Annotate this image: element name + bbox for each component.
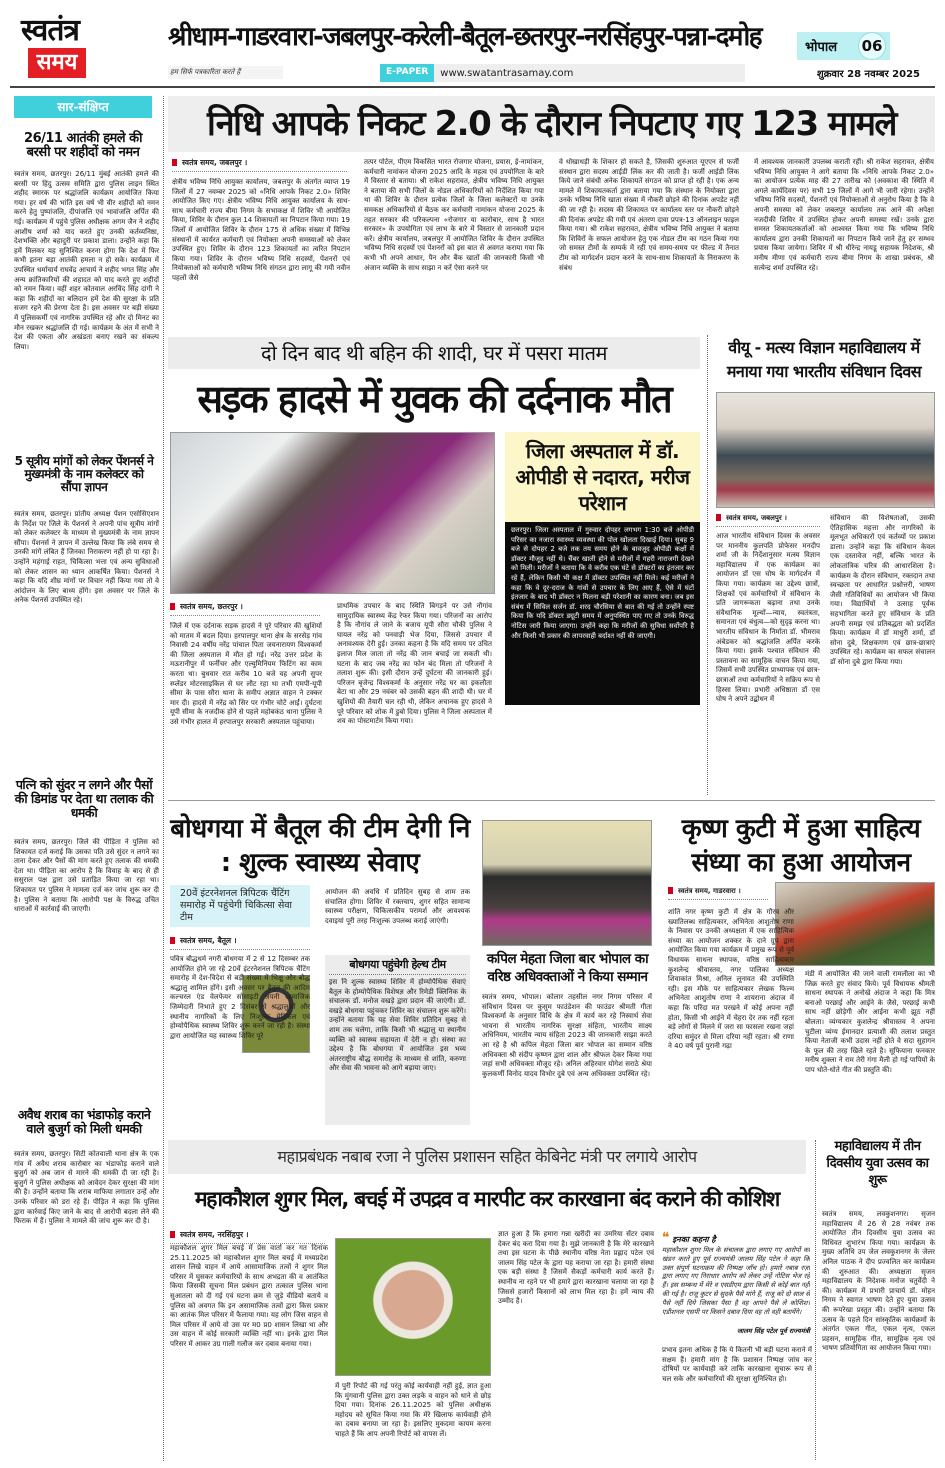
masthead-rule	[10, 86, 935, 88]
accident-kicker-box	[168, 337, 700, 369]
hospital-body: छतरपुर। जिला अस्पताल में गुरुवार दोपहर लगभग 1:30 बजे ओपीडी परिसर का नजारा स्वास्थ्य व्यवस्था की पोल खोलता दिखाई दिया। सुबह 9 बजे से दोपहर 2 बजे तक तय समय होने के बावजूद ओपीडी कक्षों में डॉक्टर मौजूद नहीं थे। चैंबर खाली होने से मरीजों में गहरी नाराजगी देखने को मिली। मरीजों ने बताया कि वे करीब एक घंटे से डॉक्टरों का इंतजार कर रहे हैं, लेकिन किसी भी कक्ष में डॉक्टर उपस्थित नहीं मिले। कई मरीजों ने कहा कि वे दूर-दराज के गांवों से उपचार के लिए आए हैं, ऐसे में घंटों इंतजार के बाद भी डॉक्टर न मिलना बड़ी परेशानी का कारण बना। जब इस संबंध में सिविल सर्जन डॉ. शरद चौरसिया से बात की गई तो उन्होंने स्पष्ट किया कि यदि डॉक्टर ड्यूटी समय में अनुपस्थित पाए गए तो उनके विरुद्ध नोटिस जारी किया जाएगा। उन्होंने कहा कि मरीजों की सुविधा सर्वोपरि है और किसी भी प्रकार की लापरवाही बर्दाश्त नहीं की जाएगी।	[505, 522, 700, 705]
quote-box	[662, 1230, 810, 1342]
epaper-bar	[380, 64, 745, 82]
lead-col-4: में आवश्यक जानकारी उपलब्ध कराती रहीं। श्री राकेश सहरावत, क्षेत्रीय भविष्य निधि आयुक्त ने आगे बताया कि «निधि आपके निकट 2.0» का आयोजन प्रत्येक माह की 27 तारीख को (अवकाश की स्थिति में अगले कार्यदिवस पर) सभी 19 जिलों में आगे भी जारी रहेगा। उन्होंने भविष्य निधि सदस्यों, पेंशनरों एवं नियोक्ताओं से अनुरोध किया है कि वे अपनी समस्या को लेकर जबलपुर कार्यालय तक आने की अपेक्षा नजदीकी शिविर में उपस्थित होकर अपनी समस्या रखें। उनके द्वारा समस्त शिकायतकर्ताओं को आश्वस्त किया गया कि भविष्य निधि कार्यालय द्वारा उनकी शिकायतों का निपटान किये जाने हेतु हर सम्भव प्रयास किया जायेगा। शिविर में श्री धीरेन्द्र नायडू सहायक निदेशक, श्री मनीष मीणा एवं कर्मचारी राज्य बीमा निगम के शाखा प्रबंधक, श्री सत्येन्द्र शर्मा उपस्थित रहे।	[754, 158, 934, 272]
bodhgaya-headline: बोधगया में बैतूल की टीम देगी नि : शुल्क स्वास्थ्य सेवाए	[170, 814, 470, 878]
yuva-divider	[815, 1140, 816, 1460]
sugar-kicker: महाप्रबंधक नबाब रजा ने पुलिस प्रशासन सहित केबिनेट मंत्री पर लगाये आरोप	[277, 1147, 697, 1166]
lead-col-2: तत्पर पोर्टल, पीएम विकसित भारत रोजगार योजना, प्रयास, ई-नामांकन, कर्मचारी नामांकन योजना 2025 आदि के महत्व एवं उपयोगिता के बारे में विस्तार से बताया। श्री राकेश सहरावत, क्षेत्रीय भविष्य निधि आयुक्त ने बताया की सभी जिलों के नोडल अधिकारियों को निर्देशित किया गया था की शिविर के दौरान प्रत्येक जिलों के जिला कलेक्टरों या उनके समकक्ष अधिकारियों से बैठक कर कर्मचारी नामांकन योजना 2025 के तहत सरकार की परिकल्पना «रोजगार या कारोबार, साथ है भारत सरकार» के उपयोगिता एवं लाभ के बारे में विस्तार से जानकारी प्रदान करें। क्षेत्रीय कार्यालय, जबलपुर में आयोजित शिविर के दौरान उपस्थित भविष्य निधि सदस्यों एवं पेंशनरों को इस बात से अवगत कराया गया कि कभी भी अपने आधार, पैन और बैंक खातों की जानकारी किसी भी अंजान व्यक्ति के साथ साझा न करें ऐसा करने पर	[364, 158, 544, 272]
mill-manager-photo	[335, 1238, 491, 1376]
kapil-headline: कपिल मेहता जिला बार भोपाल का वरिष्ठ अधिवक्ताओं ने किया सम्मान	[486, 951, 649, 985]
sidebar-divider	[163, 96, 164, 1461]
krishna-photo	[775, 882, 935, 966]
tagline: हम सिर्फ पत्रकारिता करते हैं	[168, 66, 283, 79]
sidebar-headline-1: 26/11 आतंकी हमले की बरसी पर शहीदों को नमन	[24, 131, 142, 161]
yuva-body: स्वतंत्र समय, लवकुशनगर। सृजन महाविद्यालय में 26 से 28 नवंबर तक आयोजित तीन दिवसीय युवा उत्सव का विधिवत शुभारंभ किया गया। कार्यक्रम के मुख्य अतिथि उप जेल लवकुशनगर के जेलर अनिल पाठक ने दीप प्रज्वलित कर कार्यक्रम की शुरुआत की। अध्यक्षता सृजन महाविद्यालय के निदेशक मनोज चतुर्वेदी ने की। कार्यक्रम में प्रभारी प्राचार्य डॉ. मोहन निगम ने स्वागत भाषण देते हुए युवा उत्सव की रूपरेखा प्रस्तुत की। उन्होंने बताया कि उत्सव के पहले दिन सांस्कृतिक कार्यक्रमों के अंतर्गत एकल गीत, एकल नृत्य, एकल प्रहसन, सामूहिक गीत, सामूहिक नृत्य एवं भाषण प्रतियोगिता का आयोजन किया गया।	[822, 1210, 935, 1353]
sugar-byline: स्वतंत्र समय, नरसिंहपुर ।	[170, 1230, 325, 1244]
logo-top: स्वतंत्र	[20, 13, 79, 48]
quote-body: महाकौशल शुगर मिल के संचालक द्वारा लगाए गए आरोपों का खंडन करते हुए पूर्व राज्यमंत्री जालम सिंह पटेल ने कहा कि उक्त संपूर्ण घटनाक्रम की निष्पक्ष जाँच हो। हमारे नबाब रज़ा द्वारा लगाए गए निराधार आरोप को लेकर उन्हें नोटिस भेज रहे हैं। इस सम्बन्ध में मेरे व एसडीएम द्वारा किसी से कोई बात नहीं की गई है। राजू कुटर से सुदके पैसे मांगे हैं, राजू को दो साल से पैसे नहीं दिये जिसका पैसा है वह आपने पैसे ले कोशिश। एडीशनल एसपी पर किसने दबाव दिया वह तो वही बतायेंगे।	[662, 1246, 810, 1316]
bodhgaya-subhead: 20वें इंटरनेशनल त्रिपिटक चैंटिंग समारोह में पहुंचेगी चिकित्सा सेवा टीम	[170, 885, 310, 927]
bodhgaya-box	[325, 955, 470, 1125]
lead-headline: निधि आपके निकट 2.0 के दौरान निपटाए गए 123 मामले	[207, 104, 896, 144]
lead-col-3: वे धोखाधड़ी के शिकार हो सकते है, जिसकी शुरुआत यूएएन से फर्जी संस्थान द्वारा सदस्य आईडी लिंक कर की जाती है। फर्जी आईडी लिंक किये जाने संबंधी अनेक शिकायतें संगठन को प्राप्त हो रही है। एक अन्य मामले में शिकायतकर्ता द्वारा बताया गया कि संस्थान के नियोक्ता द्वारा उनके भविष्य निधि खाता संख्या में नौकरी छोड़ने की दिनांक अपडेट नहीं की जा रही है। सदस्य की शिकायत पर कार्यालय स्तर पर नौकरी छोड़ने की दिनांक अपडेट की गयी एवं अंतरण दावा प्रपत्र-13 ऑनलाइन फाइल किया गया। श्री राकेश सहरावत, क्षेत्रीय भविष्य निधि आयुक्त ने बताया कि शिविरों के सफल आयोजन हेतु एक नोडल टीम का गठन किया गया जो समस्त टीमों के सम्पर्क में रही एवं समय-समय पर फील्ड में तैनात टीम को मार्गदर्शन प्रदान करने के साथ-साथ शिकायतों के निराकरण के संबंध	[559, 158, 739, 272]
quote-mark-icon: ❝	[662, 1230, 670, 1246]
accident-headline: सड़क हादसे में युवक की दर्दनाक मौत	[197, 377, 671, 421]
sugar-kicker-box	[168, 1140, 806, 1174]
lead-byline: स्वतंत्र समय, जबलपुर ।	[172, 158, 347, 172]
krishna-col-2: मंडी में आयोजित की जाने वाली रामलीला का भी जिक्र करते हुए संवाद किये। पूर्व विधायक श्रीमती साधना स्थापक ने अनोखे अंदाज ने कहा कि मित्र बनाओ परछाई और आईने के जैसे, परछाई कभी साथ नहीं छोड़ेगी और आईना कभी झूठ नहीं बोलता। व्यंग्यकार कुशलेन्द्र श्रीवास्तव ने अपना चुटीला व्यंग्य ईमानदार प्रत्याशी की तलाश प्रस्तुत किया नेताजी कभी उदास नहीं होते वे सदा सुहागन के फूल की तरह खिले रहते है। सूफियाना फनकार मनीष शुक्ला ने राम तेरी गंगा मैली हो गई पापियों के पाप धोते-धोते गीत की प्रस्तुति की।	[805, 970, 935, 1074]
accident-photo	[170, 432, 495, 594]
logo-bottom: समय	[28, 48, 86, 78]
epaper-badge[interactable]: E-PAPER	[380, 64, 434, 82]
sugar-col-3: ज्ञात हुआ है कि हमारा गन्ना खरीदी का उमरिया सेंटर दबाव देकर बंद करा दिया गया है। मुझे जानकारी है कि मेरे कारखाने तथा इस घटना के पीछे स्थानीय वरिष्ठ नेता प्रह्लाद पटेल एवं जालम सिंह पटेल के द्वारा यह कराया जा रहा है। हमारी संस्था एक बड़ी संस्था है जिसमें सैकड़ों कर्मचारी कार्य करते हैं। स्थानीय ना रहने पर भी हमारे द्वारा कारखाना चलाया जा रहा है जिससे हजारों किसानों को लाभ मिल रहा है। हमें न्याय की उम्मीद है।	[498, 1230, 654, 1306]
lead-col-1: क्षेत्रीय भविष्य निधि आयुक्त कार्यालय, जबलपुर के अंतर्गत व्याप्त 19 जिलों में 27 नवम्बर 2025 को «निधि आपके निकट 2.0» शिविर आयोजित किए गए। क्षेत्रीय भविष्य निधि आयुक्त कार्यालय के साथ-साथ कर्मचारी राज्य बीमा निगम के सभाकक्ष में शिविर भी आयोजित किया, शिविर के दौरान कुल 14 शिकायतों का निपटान किया गया। 19 जिलों में आयोजित शिविर के दौरान 175 से अधिक संख्या में विभिन्न संस्थानों में कार्यरत कर्मचारी एवं नियोक्ता अपनी समस्याओं को लेकर उपस्थित हुए। शिविर के दौरान 123 शिकायतों का त्वरित निपटान किया गया। शिविर के दौरान भविष्य निधि सदस्यों, पेंशनरों एवं नियोक्ताओं को कर्मचारी भविष्य निधि संगठन द्वारा लागू की गयी नवीन पहलों जैसे	[172, 178, 350, 282]
sidebar-headline-2: 5 सूत्रीय मांगों को लेकर पेंशनर्स ने मुख्यमंत्री के नाम कलेक्टर को सौंपा ज्ञापन	[14, 454, 154, 495]
quote-title-text: इनका कहना है	[672, 1235, 716, 1244]
bodhgaya-body-text: पवित्र बौद्धधर्म नगरी बोधगया में 2 से 12 दिसम्बर तक आयोजित होने जा रहे 20वें इंटरनेशनल त्रिपिटक चैंटिंग समारोह में देश-विदेश से बड़ी संख्या में भिक्षु और बौद्ध श्रद्धालु शामिल होंगे। इसी अवसर पर बैतूल की आदिम कल्चरल एंड वेलफेयर सोसाइटी अपनी सामाजिक जिम्मेदारी निभाते हुए 2 दिसंबर से श्रद्धालुओं और स्थानीय नागरिकों के लिए निःशुल्क मेडिकल एवं होम्योपैथिक स्वास्थ्य शिविर शुरू करने जा रही है। संस्था द्वारा आयोजित यह स्वास्थ्य शिविर पूरे	[170, 955, 310, 1040]
sugar-col-2: में पुरी रिपोर्ट की गई परंतु कोई कार्यवाही नहीं हुई, ज्ञात हुआ कि मुंगवानी पुलिस द्वारा उक्त लड़के व वाहन को थाने से छोड़ दिया गया। दिनांक 26.11.2025 को पुलिस अधीक्षक महोदय को सूचित किया गया कि मेरे खिलाफ कार्यवाही होने का दबाव बनाया जा रहा है। इसलिए मुकदमा कायम करना चाहते हैं कि आप अपनी रिपोर्ट को वापस लें।	[335, 1382, 491, 1438]
sugar-col-4: प्रभाव इतना अधिक है कि ये कितनी भी बड़ी घटना कराने में सक्षम हैं। हमारी मांग है कि प्रशासन निष्पक्ष जांच कर दोषियों पर कार्यवाही करे ताकि कारखाना सुचारू रूप से चल सके और कर्मचारियों की सुरक्षा सुनिश्चित हो।	[662, 1346, 812, 1383]
vu-col-2: संविधान की विशेषताओं, उसकी ऐतिहासिक महत्ता और नागरिकों के मूलभूत अधिकारों एवं कर्तव्यों पर प्रकाश डाला। उन्होंने कहा कि संविधान केवल एक दस्तावेज नहीं, बल्कि भारत के लोकतांत्रिक चरित्र की आधारशिला है। कार्यक्रम के दौरान संविधान, रक्तदान तथा स्वच्छता पर आधारित प्रश्नोत्तरी, भाषण जैसी गतिविधियों का आयोजन भी किया गया। विद्यार्थियों ने उत्साह पूर्वक सहभागिता करते हुए संविधान के प्रति अपनी समझ एवं प्रतिबद्धता को प्रदर्शित किया। कार्यक्रम में डॉ माधुरी शर्मा, डॉ सोना दुबे, शिक्षकगण एवं छात्र-छात्राएं उपस्थित रहे। कार्यक्रम का सफल संचालन डॉ सोना दुबे द्वारा किया गया।	[830, 514, 935, 666]
page-number: 06	[858, 32, 886, 60]
vu-col-1: आज भारतीय संविधान दिवस के अवसर पर माननीय कुलपति प्रोफेसर मनदीप शर्मा जी के निर्देशानुसार मत्स्य विज्ञान महाविद्यालय में एक कार्यक्रम का आयोजन डॉ एस घोष के मार्गदर्शन में किया गया। कार्यक्रम का उद्देश्य छात्रों, शिक्षकों एवं कर्मचारियों में संविधान के प्रति जागरूकता बढ़ाना तथा उनके संवैधानिक मूल्यों—न्याय, स्वतंत्रता, समानता एवं बंधुत्व—को सुदृढ़ करना था। भारतीय संविधान के निर्माता डॉ. भीमराव अंबेडकर को श्रद्धांजलि अर्पित करके किया गया। इसके पश्चात संविधान की प्रस्तावना का सामूहिक वाचन किया गया, जिसमें सभी उपस्थित प्राध्यापक एवं छात्र-छात्राओं तथा कर्मचारियों ने सक्रिय रूप से हिस्सा लिया। प्रभारी अधिष्ठाता डॉ एस घोष ने अपने उद्बोधन में	[716, 532, 820, 704]
hospital-headline-box	[505, 432, 700, 522]
issue-date: शुक्रवार 28 नवम्बर 2025	[816, 69, 920, 80]
sidebar-body-4: स्वतंत्र समय, छतरपुर। सिटी कोतवाली थाना क्षेत्र के एक गांव में अवैध शराब कारोबार का भंडाफोड़ कराने वाले बुजुर्ग को अब जान से मारने की धमकी दी जा रही है। बुजुर्ग ने पुलिस अधीक्षक को आवेदन देकर सुरक्षा की मांग की है। उन्होंने बताया कि शराब माफिया लगातार उन्हें और उनके परिवार को डरा रहे हैं। पीड़ित ने कहा कि पुलिस द्वारा कार्रवाई किए जाने के बाद से आरोपी बदला लेने की फिराक में हैं। पुलिस ने मामले की जांच शुरू कर दी है।	[14, 1150, 159, 1226]
right-divider	[707, 335, 708, 795]
bodhgaya-byline: स्वतंत्र समय, बैतूल ।	[170, 936, 310, 950]
sidebar-body-1: स्वतंत्र समय, छतरपुर। 26/11 मुंबई आतंकी हमले की बरसी पर हिंदु उत्सव समिति द्वारा पुलिस लाइन स्थित शहीद स्मारक पर श्रद्धांजलि कार्यक्रम आयोजित किया गया। हर वर्ष की भांति इस वर्ष भी वीर शहीदों को नमन करने हेतु पुष्पांजलि, दीपांजलि एवं भावांजलि अर्पित की गई। कार्यक्रम में पहुंचे पुलिस अधीक्षक अगम जैन ने शहीद आशीष शर्मा को याद करते हुए उनकी कर्तव्यनिष्ठा, देशभक्ति और बहादुरी पर प्रकाश डाला। उन्होंने कहा कि हमें मिलकर यह सुनिश्चित करना होगा कि देश में फिर कभी इतना बड़ा आतंकी हमला न हो सके। कार्यक्रम में उपस्थित धर्माचार्य राघवेंद्र आचार्य ने शहीद भगत सिंह और अन्य क्रांतिकारियों की शहादत को याद करते हुए शहीदों को नमन किया। वहीं शहर कोतवाल अरविंद सिंह दांगी ने कहा कि शहीदों का बलिदान हमें देश की सुरक्षा के प्रति सजग रहने की प्रेरणा देता है। इस अवसर पर बड़ी संख्या में पुलिसकर्मी एवं नागरिक उपस्थित रहे और दो मिनट का मौन रखकर श्रद्धांजलि दी गई। कार्यक्रम के अंत में सभी ने देश की एकता और अखंडता बनाए रखने का संकल्प लिया।	[14, 170, 159, 351]
website-url[interactable]: www.swatantrasamay.com	[440, 67, 574, 79]
bodhgaya-body	[170, 955, 310, 1125]
sugar-headline: महाकौशल शुगर मिल, बचई में उपद्रव व मारपीट कर कारखाना बंद कराने की कोशिश	[194, 1187, 780, 1211]
edition-badge	[797, 32, 890, 60]
sidebar-body-2: स्वतंत्र समय, छतरपुर। प्रांतीय अध्यक्ष पेंशन एसोसिएशन के निर्देश पर जिले के पेंशनर्स ने अपनी पांच सूत्रीय मांगों को लेकर कलेक्टर के माध्यम से मुख्यमंत्री के नाम ज्ञापन सौंपा। पेंशनर्स ने ज्ञापन में उल्लेख किया कि लंबे समय से उनकी मांगें लंबित हैं जिनका निराकरण नहीं हो पा रहा है। उन्होंने महंगाई राहत, चिकित्सा भत्ता एवं अन्य सुविधाओं को लेकर शासन का ध्यान आकर्षित किया। पेंशनर्स ने कहा कि यदि शीघ्र मांगों पर विचार नहीं किया गया तो वे आंदोलन के लिए बाध्य होंगे। इस अवसर पर जिले के अनेक पेंशनर्स उपस्थित रहे।	[14, 510, 159, 605]
yuva-headline: महाविद्यालय में तीन दिवसीय युवा उत्सव का शुरू	[826, 1139, 929, 1188]
bodhgaya-box-title: बोधगया पहुंचेगी हेल्थ टीम	[329, 959, 466, 975]
section-rule	[168, 800, 935, 801]
edition-name: भोपाल	[805, 40, 838, 55]
vu-photo	[716, 392, 935, 508]
lead-headline-box	[168, 96, 935, 152]
vu-headline: वीयू - मत्स्य विज्ञान महाविद्यालय में मनाया गया भारतीय संविधान दिवस	[726, 338, 922, 381]
sidebar-body-3: स्वतंत्र समय, छतरपुर। जिले की पीड़िता ने पुलिस को शिकायत दर्ज कराई कि उसका पति उसे सुंदर न लगने का ताना देकर और पैसों की मांग करते हुए तलाक की धमकी देता था। पीड़िता का आरोप है कि विवाह के बाद से ही ससुराल पक्ष द्वारा उसे प्रताड़ित किया जा रहा था। शिकायत पर पुलिस ने मामला दर्ज कर जांच शुरू कर दी है। पुलिस ने बताया कि आरोपी पक्ष के विरुद्ध उचित धाराओं में कार्रवाई की जाएगी।	[14, 838, 159, 914]
krishna-headline: कृष्ण कुटी में हुआ साहित्य संध्या का हुआ आयोजन	[681, 814, 921, 878]
accident-byline: स्वतंत्र समय, छतरपुर ।	[170, 602, 320, 616]
sidebar-headline-4: अवैध शराब का भंडाफोड़ कराने वाले बुजुर्ग को मिली धमकी	[17, 1107, 151, 1136]
masthead-cities: श्रीधाम-गाडरवारा-जबलपुर-करेली-बैतूल-छतरपुर-नरसिंहपुर-पन्ना-दमोह	[168, 22, 762, 52]
accident-kicker: दो दिन बाद थी बहिन की शादी, घर में पसरा मातम	[261, 341, 607, 365]
quote-title	[662, 1230, 810, 1246]
krishna-col-1: शांति नगर कृष्ण कुटी में क्षेत्र के गौरव और ख्यातिलब्ध साहित्यकार, अभिनेता आशुतोष राणा के निवास पर उनकी अध्यक्षता में एक साहित्यिक संध्या का आयोजन शक्कर के दाने ग्रुप द्वारा आयोजित किया गया कार्यक्रम में प्रमुख रूप से पूर्व विधायक साधना स्थापक, वरिष्ठ साहित्यकार कुशलेन्द्र श्रीवास्तव, नगर पालिका अध्यक्ष शिवाकांत मिश्रा, अनिल लूनावत की उपस्थिति रही। इस मौके पर साहित्यकार लेखक फिल्म अभिनेता आशुतोष राणा ने शायराना अंदाज में कहा कि परिंदा मत परखने में कोई अपना नहीं होता, किसी भी आईने में चेहरा देर तक नहीं रहता बड़े लोगों से मिलने में जरा सा फासला रखना जहां दरिया समुंदर से मिला दरिया नहीं रहता। श्री राणा ने 40 वर्ष पूर्व पुरानी गढ़ा	[668, 908, 794, 1051]
accident-col-2: प्राथमिक उपचार के बाद स्थिति बिगड़ने पर उसे नौगांव सामुदायिक स्वास्थ्य केंद्र रेफर किया गया। परिजनों का आरोप है कि नौगांव ले जाने के बजाय यूपी सौरा चौकी पुलिस ने घायल नरेंद्र को पनवाड़ी भेज दिया, जिससे उपचार में अनावश्यक देरी हुई। उनका कहना है कि यदि समय पर उचित इलाज मिल जाता तो नरेंद्र की जान बचाई जा सकती थी। घटना के बाद जब नरेंद्र का फोन बंद मिला तो परिजनों ने तलाश शुरू की। इसी दौरान उन्हें दुर्घटना की जानकारी हुई। परिजन बृजेन्द्र विश्वकर्मा के अनुसार नरेंद्र घर का इकलौता बेटा था और 29 नवंबर को उसकी बहन की शादी थी। घर में खुशियों की तैयारी चल रही थी, लेकिन अचानक हुए हादसे ने पूरे परिवार को शोक में डुबो दिया। पुलिस ने जिला अस्पताल में शव का पोस्टमार्टम किया गया।	[337, 602, 492, 726]
sidebar-label: सार-संक्षिप्त	[14, 96, 152, 118]
quote-attribution: जालम सिंह पटेल पूर्व राज्यमंत्री	[736, 1327, 810, 1335]
logo	[14, 14, 86, 82]
bodhgaya-box-body: इस नि शुल्क स्वास्थ्य शिविर में होम्योपैथिक सेवाएं बैतूल के होम्योपैथिक विशेषज्ञ और रिमेडी क्लिनिक के संचालक डॉ. मनोज वखड़े द्वारा प्रदान की जाएंगी। डॉ. वखड़े बोधगया पहुंचकर शिविर का संचालन शुरू करेंगे। उन्होंने बताया कि यह सेवा शिविर प्रतिदिन सुबह से शाम तक चलेगा, ताकि किसी भी श्रद्धालु या स्थानीय व्यक्ति को स्वास्थ्य सहायता में देरी न हो। संस्था का उद्देश्य है कि बोधगया में आयोजित इस भव्य अंतरराष्ट्रीय बौद्ध समारोह के माध्यम से शांति, करुणा और सेवा की भावना को आगे बढ़ाया जाए।	[329, 978, 466, 1073]
kapil-photo	[482, 820, 652, 946]
kapil-body: स्वतंत्र समय, भोपाल। कोलार तहसील नगर निगम परिसर में संविधान दिवस पर कुसुम फाउंडेशन की फाउंडर श्रीमती गीता विश्वकर्मा के अनुसार विधि के क्षेत्र में कार्य कर रहे निस्वार्थ सेवा भावना से भारतीय नागरिक सुरक्षा संहिता, भारतीय साक्ष्य अधिनियम, भारतीय न्याय संहिता 2023 की जानकारी साझा करते आ रहे है श्री कपिल मेहता जिला बार भोपाल का सम्मान वरिष्ठ अधिवक्ता श्री संदीप कृष्णन द्वारा शाल और श्रीफल देकर किया गया जहां सभी अधिवक्ता मौजूद रहे। अनिल अहिरवार योगेश सराठे श्रेया कुलकर्णी विनोद यादव विभोर दुबे एवं अन्य अधिवक्ता उपस्थित रहे।	[482, 993, 652, 1078]
krishna-byline: स्वतंत्र समय, गाडरवारा ।	[668, 887, 768, 900]
accident-col-1: जिले में एक दर्दनाक सड़क हादसे ने पूरे परिवार की खुशियों को मातम में बदल दिया। हरपालपुर थाना क्षेत्र के सरसेड़ गांव निवासी 24 वर्षीय नरेंद्र पांचाल पिता जयनारायण विश्वकर्मा की जिला अस्पताल में मौत हो गई। नरेंद्र उत्तर प्रदेश के मऊरानीपुर में फर्नीचर और एल्युमिनियम फिटिंग का काम करता था। बुधवार रात करीब 10 बजे वह अपनी सुपर स्प्लेंडर मोटरसाइकिल से घर लौट रहा था तभी एमपी-यूपी सीमा के पास सौरा थाना के समीप अज्ञात वाहन ने टक्कर मार दी। हादसे में नरेंद्र को सिर पर गंभीर चोटें आईं। दुर्घटना यूपी सीमा के नजदीक होने से पहले महोबकंठ थाना पुलिस ने उसे गंभीर हालत में हरपालपुर सरकारी अस्पताल पहुंचाया।	[170, 622, 322, 726]
hospital-headline: जिला अस्पताल में डॉ. ओपीडी से नदारत, मरीज परेशान	[515, 439, 690, 515]
bodhgaya-body-2: आयोजन की अवधि में प्रतिदिन सुबह से शाम तक संचालित होगा। शिविर में रक्तचाप, शुगर सहित सामान्य स्वास्थ्य परीक्षण, चिकित्सकीय परामर्श और आवश्यक दवाइयां पूरी तरह निःशुल्क उपलब्ध कराई जाएंगी।	[325, 888, 470, 925]
sidebar-headline-3: पत्नि को सुंदर न लगने और पैसों की डिमांड पर देता था तलाक की धमकी	[14, 777, 154, 820]
sugar-col-1: महाकौशल शुगर मिल बचई में प्रेस वार्ता कर गत दिनांक 25.11.2025 को महाकौशल शुगर मिल बचई में मध्यप्रदेश शासन लिखे वाहन में आये आसामाजिक तत्वों ने शुगर मिल परिसर में घुसकर कर्मचारियों के साथ अभद्रता की व आतंकित किया जिसकी सूचना मिल प्रबंधन द्वारा तत्काल पुलिस थाना सुआतला को दी गई एवं घटना क्रम से जुड़े वीडियो बताये व पुलिस को अवगत कि इन असामाजिक तत्वों द्वारा किस प्रकार का आतंक मिल परिसर में फैलाया गया। यह लोग जिस वाहन से मिल परिसर में आये वो उस पर म0 प्र0 शासन लिखा था और उस वाहन में कोई सरकारी व्यक्ति नहीं था। इनके द्वारा मिल परिसर में आकर उग्र गाली गलौज कर दबाव बनाया गया।	[170, 1244, 328, 1348]
vu-byline: स्वतंत्र समय, जबलपुर ।	[716, 514, 820, 527]
